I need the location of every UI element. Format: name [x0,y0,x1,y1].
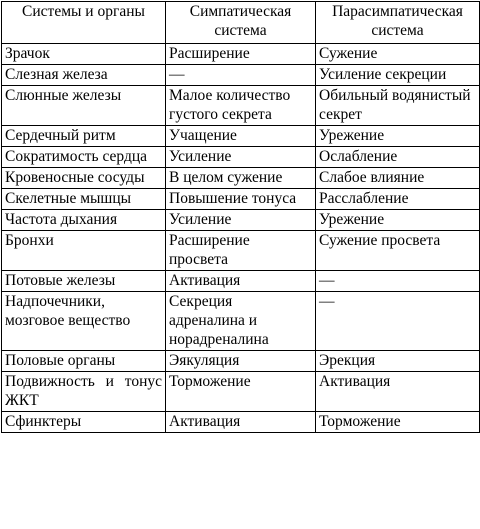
parasympathetic-cell: Сужение [316,44,480,65]
table-row [2,210,480,231]
table-row [2,231,480,271]
parasympathetic-cell: Торможение [316,412,480,433]
organ-cell: Сердечный ритм [2,126,166,147]
header-sympathetic: Симпатическая система [166,2,316,44]
table-row [2,271,480,292]
organ-cell: Надпочечники, мозговое вещество [2,292,166,351]
parasympathetic-cell: Урежение [316,126,480,147]
sympathetic-cell: В целом сужение [166,168,316,189]
parasympathetic-cell: Усиление секреции [316,65,480,86]
parasympathetic-cell: Слабое влияние [316,168,480,189]
table-row [2,412,480,433]
sympathetic-cell: Эякуляция [166,351,316,372]
table-row [2,351,480,372]
parasympathetic-cell: — [316,271,480,292]
header-row [2,2,480,44]
sympathetic-cell: Малое количество густого секрета [166,86,316,126]
sympathetic-cell: Учащение [166,126,316,147]
organ-cell: Кровеносные сосуды [2,168,166,189]
sympathetic-cell: — [166,65,316,86]
organ-cell: Сфинктеры [2,412,166,433]
sympathetic-cell: Секреция адреналина и норадреналина [166,292,316,351]
organ-cell: Скелетные мышцы [2,189,166,210]
parasympathetic-cell: Урежение [316,210,480,231]
parasympathetic-cell: Сужение просвета [316,231,480,271]
table-row [2,147,480,168]
table-row [2,189,480,210]
organ-cell: Потовые железы [2,271,166,292]
table-row [2,372,480,412]
organ-cell: Подвижность и тонус ЖКТ [2,372,166,412]
parasympathetic-cell: Активация [316,372,480,412]
table-row [2,168,480,189]
organ-cell: Сократимость сердца [2,147,166,168]
parasympathetic-cell: — [316,292,480,351]
organ-cell: Зрачок [2,44,166,65]
table-row [2,86,480,126]
header-organs: Системы и органы [2,2,166,44]
sympathetic-cell: Расширение [166,44,316,65]
organ-cell: Половые органы [2,351,166,372]
organ-cell: Частота дыхания [2,210,166,231]
table-row [2,44,480,65]
table-row [2,292,480,351]
header-parasympathetic: Парасимпатическая система [316,2,480,44]
autonomic-effects-table [1,1,480,433]
sympathetic-cell: Усиление [166,147,316,168]
table-row [2,65,480,86]
parasympathetic-cell: Эрекция [316,351,480,372]
table-row [2,126,480,147]
organ-cell: Бронхи [2,231,166,271]
sympathetic-cell: Активация [166,271,316,292]
sympathetic-cell: Повышение тонуса [166,189,316,210]
organ-cell: Слезная железа [2,65,166,86]
sympathetic-cell: Активация [166,412,316,433]
parasympathetic-cell: Ослабление [316,147,480,168]
sympathetic-cell: Торможение [166,372,316,412]
parasympathetic-cell: Обильный водянистый секрет [316,86,480,126]
parasympathetic-cell: Расслабление [316,189,480,210]
sympathetic-cell: Расширение просвета [166,231,316,271]
organ-cell: Слюнные железы [2,86,166,126]
sympathetic-cell: Усиление [166,210,316,231]
